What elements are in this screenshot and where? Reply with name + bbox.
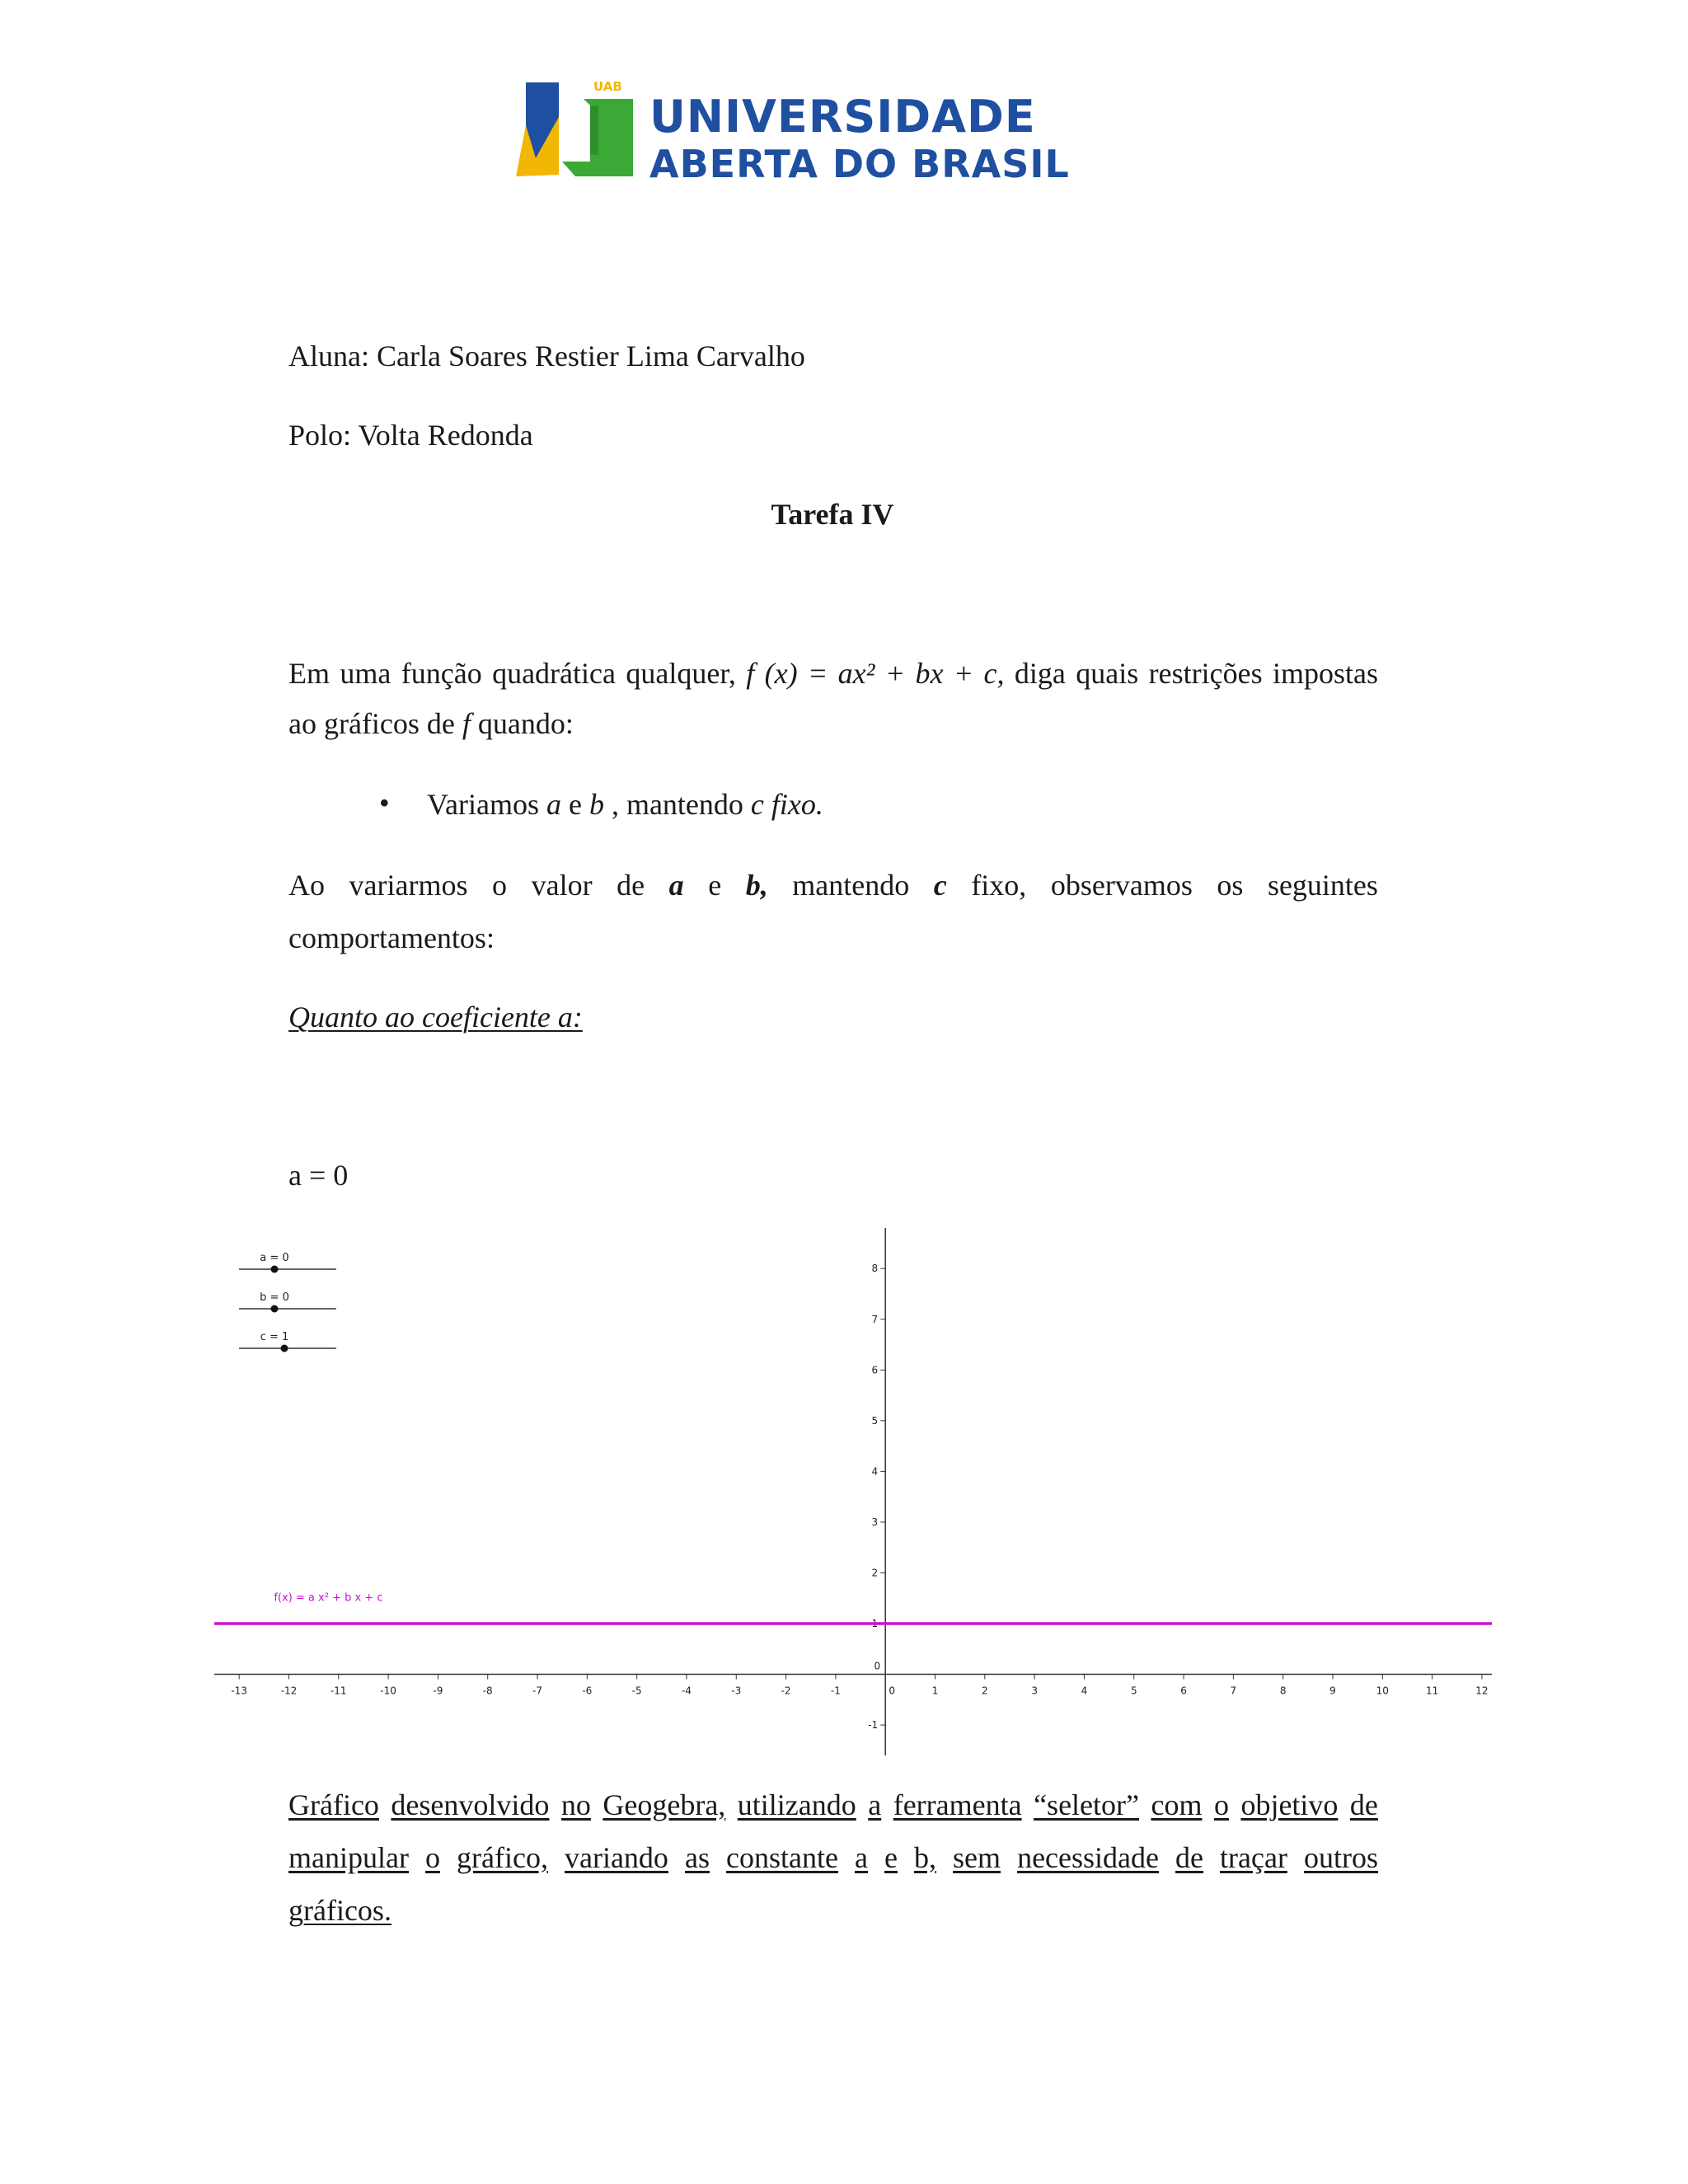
chart-axes	[214, 1228, 1492, 1755]
question-formula: f (x) = ax² + bx + c,	[746, 657, 1005, 690]
x-tick-label: -9	[433, 1685, 443, 1697]
x-tick-label: 0	[889, 1685, 896, 1697]
answer-word: mantendo	[792, 869, 910, 902]
x-tick-label: -13	[231, 1685, 247, 1697]
caption-word: sem	[953, 1841, 1001, 1874]
university-logo	[511, 76, 1071, 186]
caption-word: b,	[914, 1841, 937, 1874]
question-line2-a: ao gráficos de	[288, 707, 462, 740]
caption-line-3	[288, 1896, 392, 1925]
x-tick-label: -7	[532, 1685, 543, 1697]
answer-var-b: b,	[745, 869, 768, 902]
caption-word: e	[884, 1841, 898, 1874]
x-tick-label: -2	[781, 1685, 791, 1697]
caption-word: o	[1213, 1788, 1229, 1821]
x-tick-label: 9	[1329, 1685, 1336, 1697]
answer-word: fixo,	[971, 869, 1027, 902]
case-label: a = 0	[288, 1159, 349, 1192]
answer-word: e	[708, 869, 722, 902]
student-name: Aluna: Carla Soares Restier Lima Carvalho	[288, 340, 805, 373]
y-tick-label: -1	[868, 1719, 879, 1732]
caption-line-2	[288, 1843, 1378, 1872]
bullet-text-b: , mantendo	[603, 788, 751, 821]
slider-knob	[281, 1345, 288, 1352]
caption-word: no	[560, 1788, 591, 1821]
subheading	[288, 1002, 583, 1032]
question-line2-b: quando:	[470, 707, 574, 740]
y-tick-label: 8	[871, 1263, 879, 1275]
x-tick-label: -4	[681, 1685, 692, 1697]
slider-knob	[271, 1305, 279, 1313]
x-tick-label: 12	[1475, 1685, 1489, 1697]
slider-label: c = 1	[260, 1331, 289, 1343]
x-tick-label: 2	[982, 1685, 988, 1697]
y-tick-label: 3	[871, 1516, 879, 1528]
bullet-var-a: a	[546, 788, 561, 821]
question-line-2	[288, 709, 574, 738]
x-tick-label: 1	[931, 1685, 939, 1697]
caption-word: o	[424, 1841, 440, 1874]
x-tick-label: -11	[330, 1685, 347, 1697]
slider-knob	[271, 1266, 279, 1273]
x-tick-label: 3	[1031, 1685, 1038, 1697]
bullet-dot: •	[379, 786, 390, 819]
chart-ticks	[231, 1263, 1488, 1731]
caption-word: ferramenta	[893, 1788, 1022, 1821]
x-tick-label: 4	[1081, 1685, 1088, 1697]
x-tick-label: -8	[482, 1685, 493, 1697]
y-tick-label: 7	[871, 1313, 879, 1325]
x-tick-label: -5	[631, 1685, 642, 1697]
x-tick-label: 10	[1376, 1685, 1389, 1697]
chart-series	[214, 1591, 1492, 1624]
caption-word: “seletor”	[1034, 1788, 1139, 1821]
x-tick-label: -12	[280, 1685, 298, 1697]
y-tick-label: 1	[871, 1618, 879, 1629]
y-tick-label: 0	[874, 1660, 881, 1672]
caption-word: utilizando	[737, 1788, 856, 1821]
caption-word: Gráfico	[288, 1788, 379, 1821]
caption-word: variando	[564, 1841, 668, 1874]
x-tick-label: -10	[380, 1685, 396, 1697]
geogebra-chart	[214, 1228, 1492, 1755]
page-title: Tarefa IV	[771, 498, 894, 531]
answer-word: variarmos	[349, 869, 468, 902]
uab-logo-emblem	[511, 76, 643, 183]
caption-word: constante	[726, 1841, 838, 1874]
bullet-item	[427, 790, 823, 819]
x-tick-label: 6	[1180, 1685, 1187, 1697]
x-tick-label: 7	[1230, 1685, 1237, 1697]
caption-word: objetivo	[1240, 1788, 1339, 1821]
logo-line-1: UNIVERSIDADE	[649, 91, 1036, 143]
answer-word: valor	[531, 869, 593, 902]
caption-word: as	[684, 1841, 710, 1874]
caption-line-3-text: gráficos.	[288, 1894, 392, 1927]
caption-word: de	[1349, 1788, 1378, 1821]
bullet-text-c: c fixo.	[750, 788, 823, 821]
student-polo: Polo: Volta Redonda	[288, 419, 533, 452]
y-tick-label: 5	[871, 1414, 879, 1427]
caption-word: a	[868, 1788, 882, 1821]
x-tick-label: 11	[1425, 1685, 1439, 1697]
caption-word: outros	[1304, 1841, 1378, 1874]
answer-var-c: c	[933, 869, 947, 902]
y-tick-label: 2	[871, 1567, 879, 1579]
bullet-text-a: Variamos	[427, 788, 546, 821]
x-tick-label: 5	[1130, 1685, 1137, 1697]
caption-word: necessidade	[1017, 1841, 1159, 1874]
caption-word: Geogebra,	[603, 1788, 726, 1821]
caption-word: traçar	[1220, 1841, 1287, 1874]
bullet-text-e: e	[560, 788, 589, 821]
x-tick-label: 8	[1279, 1685, 1287, 1697]
answer-var-a: a	[668, 869, 684, 902]
caption-word: com	[1151, 1788, 1203, 1821]
x-tick-label: -6	[582, 1685, 593, 1697]
caption-word: manipular	[288, 1841, 409, 1874]
slider-label: a = 0	[260, 1252, 289, 1264]
caption-word: gráfico,	[457, 1841, 548, 1874]
answer-word: observamos	[1050, 869, 1193, 902]
question-f: f	[462, 707, 471, 740]
answer-word: os	[1217, 869, 1244, 902]
logo-uab-text: UAB	[593, 79, 622, 94]
x-tick-label: -3	[731, 1685, 742, 1697]
caption-word: a	[854, 1841, 868, 1874]
subheading-text: Quanto ao coeficiente a:	[288, 1001, 583, 1033]
function-label: f(x) = a x² + b x + c	[274, 1591, 383, 1605]
answer-word: o	[492, 869, 508, 902]
question-text-b: diga quais restrições impostas	[1004, 657, 1378, 690]
answer-word: Ao	[288, 869, 325, 902]
chart-sliders	[239, 1252, 336, 1352]
slider-label: b = 0	[260, 1291, 289, 1304]
question-text-a: Em uma função quadrática qualquer,	[288, 657, 747, 690]
caption-word: de	[1175, 1841, 1204, 1874]
answer-word: de	[617, 869, 645, 902]
x-tick-label: -1	[830, 1685, 841, 1697]
question-line-1	[288, 656, 1378, 691]
y-tick-label: 4	[871, 1465, 879, 1478]
logo-line-2: ABERTA DO BRASIL	[649, 142, 1070, 186]
answer-line-1	[288, 870, 1378, 900]
y-tick-label: 6	[871, 1364, 879, 1376]
caption-line-1	[288, 1790, 1378, 1820]
caption-word: desenvolvido	[391, 1788, 550, 1821]
answer-line-2: comportamentos:	[288, 921, 495, 954]
bullet-var-b: b	[588, 788, 604, 821]
answer-word: seguintes	[1267, 869, 1378, 902]
